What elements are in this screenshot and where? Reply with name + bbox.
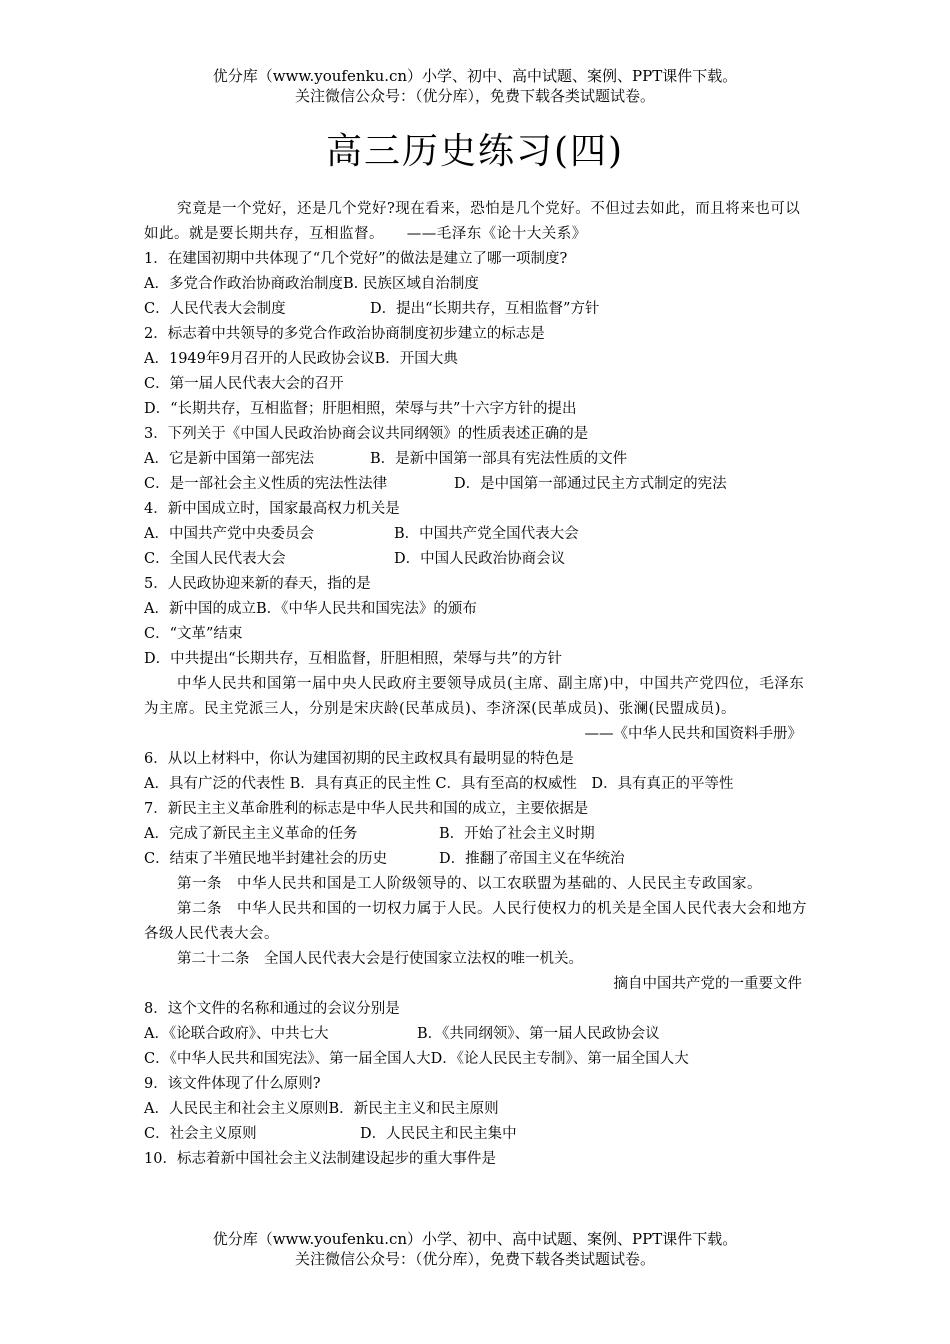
material-2-text: 中华人民共和国第一届中央人民政府主要领导成员(主席、副主席)中，中国共产党四位，毛泽东为主席。民主党派三人，分别是宋庆龄(民革成员)、李济深(民革成员)、张澜(民盟成员)。 <box>144 676 805 717</box>
q7-options-ab <box>144 822 808 847</box>
q4-option-d: D．中国人民政治协商会议 <box>394 551 566 567</box>
q3-stem: 3．下列关于《中国人民政治协商会议共同纲领》的性质表述正确的是 <box>144 426 589 442</box>
q6-stem: 6．从以上材料中，你认为建国初期的民主政权具有最明显的特色是 <box>144 751 574 767</box>
q1-options-ab <box>144 272 808 297</box>
q2-options-ab <box>144 347 808 372</box>
footer-line-1: 优分库（www.youfenku.cn）小学、初中、高中试题、案例、PPT课件下载。 <box>212 1230 738 1248</box>
q7-stem: 7．新民主主义革命胜利的标志是中华人民共和国的成立，主要依据是 <box>144 801 589 817</box>
q9-stem: 9．该文件体现了什么原则? <box>144 1076 321 1092</box>
q8-option-c: C．《中华人民共和国宪法》、第一届全国人大 <box>144 1051 431 1067</box>
q4-stem: 4．新中国成立时，国家最高权力机关是 <box>144 501 400 517</box>
q5-options-ab <box>144 597 808 622</box>
q8-option-d: D．《论人民民主专制》、第一届全国人大 <box>430 1051 689 1067</box>
q5-option-d: D．中共提出“长期共存，互相监督，肝胆相照，荣辱与共”的方针 <box>144 651 562 667</box>
q2-option-d: D．“长期共存，互相监督；肝胆相照，荣辱与共”十六字方针的提出 <box>144 401 577 417</box>
q1-option-c: C．人民代表大会制度 <box>144 301 286 317</box>
q5-option-b: B．《中华人民共和国宪法》的颁布 <box>255 601 477 617</box>
material-3-article-22: 第二十二条 全国人民代表大会是行使国家立法权的唯一机关。 <box>177 951 583 967</box>
q8-options-cd <box>144 1047 808 1072</box>
q9-options-cd <box>144 1122 808 1147</box>
q8-option-b: B．《共同纲领》、第一届人民政协会议 <box>417 1026 660 1042</box>
document-body <box>144 197 808 1172</box>
q1-option-b: B. 民族区域自治制度 <box>342 276 479 292</box>
q7-option-d: D．推翻了帝国主义在华统治 <box>439 851 625 867</box>
header-line-2: 关注微信公众号：（优分库），免费下载各类试题试卷。 <box>294 87 655 105</box>
q9-option-a: A．人民民主和社会主义原则 <box>144 1101 329 1117</box>
q1-option-d: D．提出“长期共存，互相监督”方针 <box>370 301 600 317</box>
q8-options-ab <box>144 1022 808 1047</box>
q3-option-c: C．是一部社会主义性质的宪法性法律 <box>144 476 388 492</box>
q3-option-b: B．是新中国第一部具有宪法性质的文件 <box>370 451 628 467</box>
q7-option-c: C．结束了半殖民地半封建社会的历史 <box>144 851 388 867</box>
q3-options-cd <box>144 472 808 497</box>
q3-option-a: A．它是新中国第一部宪法 <box>144 451 314 467</box>
q3-option-d: D．是中国第一部通过民主方式制定的宪法 <box>454 476 727 492</box>
q2-stem: 2．标志着中共领导的多党合作政治协商制度初步建立的标志是 <box>144 326 545 342</box>
q10-stem: 10．标志着新中国社会主义法制建设起步的重大事件是 <box>144 1151 496 1167</box>
header-line-1: 优分库（www.youfenku.cn）小学、初中、高中试题、案例、PPT课件下载。 <box>212 67 738 85</box>
q5-option-c: C．“文革”结束 <box>144 626 243 642</box>
q4-option-c: C．全国人民代表大会 <box>144 551 286 567</box>
q1-option-a: A．多党合作政治协商政治制度 <box>144 276 343 292</box>
q7-option-a: A．完成了新民主主义革命的任务 <box>144 826 358 842</box>
q7-options-cd <box>144 847 808 872</box>
q6-options: A．具有广泛的代表性 B．具有真正的民主性 C．具有至高的权威性 D．具有真正的平等性 <box>144 776 734 792</box>
q5-option-a: A．新中国的成立 <box>144 601 256 617</box>
material-3-article-1: 第一条 中华人民共和国是工人阶级领导的、以工农联盟为基础的、人民民主专政国家。 <box>177 876 762 892</box>
q8-stem: 8．这个文件的名称和通过的会议分别是 <box>144 1001 400 1017</box>
q9-option-b: B．新民主主义和民主原则 <box>328 1101 499 1117</box>
q5-stem: 5．人民政协迎来新的春天，指的是 <box>144 576 371 592</box>
footer-line-2: 关注微信公众号：（优分库），免费下载各类试题试卷。 <box>294 1250 655 1268</box>
q7-option-b: B．开始了社会主义时期 <box>439 826 595 842</box>
q8-option-a: A．《论联合政府》、中共七大 <box>144 1026 329 1042</box>
q1-options-cd <box>144 297 808 322</box>
q4-options-cd <box>144 547 808 572</box>
page-title: 高三历史练习(四) <box>325 131 625 172</box>
q4-options-ab <box>144 522 808 547</box>
material-2-source: ——《中华人民共和国资料手册》 <box>584 726 802 742</box>
q9-option-d: D．人民民主和民主集中 <box>360 1126 517 1142</box>
q9-options-ab <box>144 1097 808 1122</box>
q2-option-a: A．1949年9月召开的人民政协会议 <box>144 351 375 367</box>
q3-options-ab <box>144 447 808 472</box>
intro-quote: 究竟是一个党好，还是几个党好?现在看来，恐怕是几个党好。不但过去如此，而且将来也可以如此。就是要长期共存，互相监督。 ——毛泽东《论十大关系》 <box>144 201 801 242</box>
q9-option-c: C．社会主义原则 <box>144 1126 257 1142</box>
q4-option-b: B．中国共产党全国代表大会 <box>394 526 579 542</box>
q2-option-b: B．开国大典 <box>374 351 458 367</box>
material-3-article-2: 第二条 中华人民共和国的一切权力属于人民。人民行使权力的机关是全国人民代表大会和地方各级人民代表大会。 <box>144 901 807 942</box>
material-3-source: 摘自中国共产党的一重要文件 <box>613 976 802 992</box>
q4-option-a: A．中国共产党中央委员会 <box>144 526 314 542</box>
q2-option-c: C．第一届人民代表大会的召开 <box>144 376 344 392</box>
q1-stem: 1．在建国初期中共体现了“几个党好”的做法是建立了哪一项制度? <box>144 251 568 267</box>
